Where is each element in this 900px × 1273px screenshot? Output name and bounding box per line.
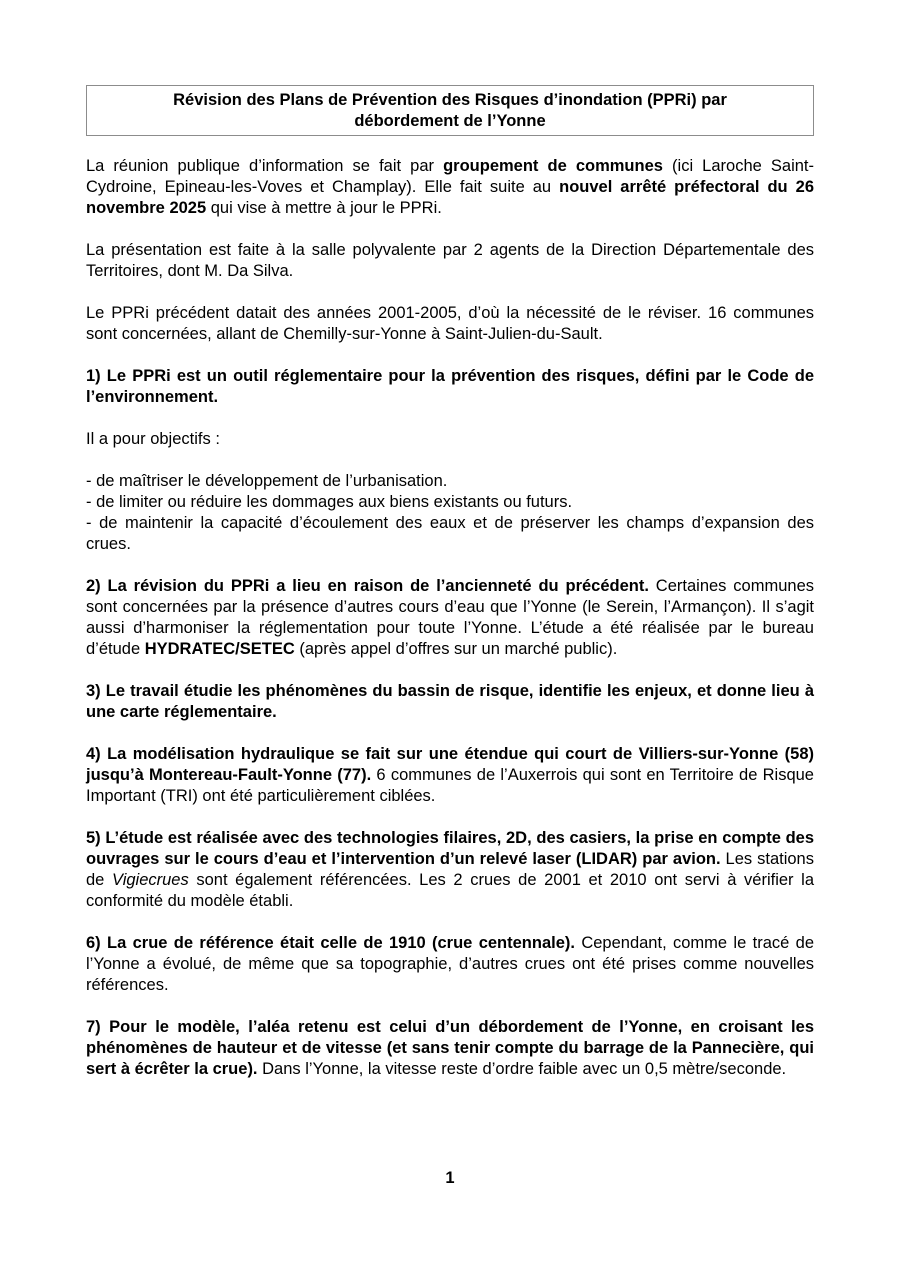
text-run: Dans l’Yonne, la vitesse reste d’ordre faible avec un 0,5 mètre/seconde. — [257, 1060, 787, 1078]
intro-paragraph-3: Le PPRi précédent datait des années 2001-2005, d’où la nécessité de le réviser. 16 communes sont concernées, allant de Chemilly-sur-Yonne à Saint-Julien-du-Sault. — [86, 304, 814, 343]
bold-run: 4) La modélisation hydraulique se fait sur une étendue qui court de Villiers-sur-Yonne (58) jusqu’à Montereau-Fault-Yonne (77). — [86, 745, 814, 784]
bold-run: HYDRATEC/SETEC — [144, 640, 295, 658]
section-2-paragraph — [86, 576, 814, 660]
bold-run: 3) Le travail étudie les phénomènes du bassin de risque, identifie les enjeux, et donne lieu à une carte réglementaire. — [86, 682, 814, 721]
title-line-2: débordement de l’Yonne — [354, 112, 546, 130]
section-4-paragraph — [86, 744, 814, 807]
text-run: (ici Laroche Saint-Cydroine, Epineau-les-Voves et Champlay). Elle fait suite au — [86, 157, 814, 196]
title-line-1: Révision des Plans de Prévention des Risques d’inondation (PPRi) par — [173, 91, 727, 109]
text-run: Cependant, comme le tracé de l’Yonne a évolué, de même que sa topographie, d’autres crues ont été prises comme nouvelles références. — [86, 934, 814, 994]
intro-paragraph-2: La présentation est faite à la salle polyvalente par 2 agents de la Direction Départementale des Territoires, dont M. Da Silva. — [86, 241, 814, 280]
bold-run: 1) Le PPRi est un outil réglementaire pour la prévention des risques, défini par le Code de l’environnement. — [86, 367, 814, 406]
bold-run: 2) La révision du PPRi a lieu en raison de l’ancienneté du précédent. — [86, 577, 649, 595]
text-run: 6 communes de l’Auxerrois qui sont en Territoire de Risque Important (TRI) ont été particulièrement ciblées. — [86, 766, 814, 805]
section-5-paragraph — [86, 828, 814, 912]
list-item: - de maintenir la capacité d’écoulement des eaux et de préserver les champs d’expansion des crues. — [86, 514, 814, 553]
page-number: 1 — [445, 1169, 455, 1187]
text-run: (après appel d’offres sur un marché public). — [294, 640, 618, 658]
text-run: Certaines communes sont concernées par la présence d’autres cours d’eau que l’Yonne (le Serein, l’Armançon). Il s’agit aussi d’harmoniser la réglementation pour toute l’Yonne. L’étude a été réalisée par le bureau d’étude — [86, 577, 814, 658]
text-run: La réunion publique d’information se fait par — [86, 157, 444, 175]
bold-run: groupement de communes — [443, 157, 663, 175]
list-item: - de maîtriser le développement de l’urbanisation. — [86, 472, 448, 490]
italic-run: Vigiecrues — [111, 871, 189, 889]
list-item: - de limiter ou réduire les dommages aux biens existants ou futurs. — [86, 493, 573, 511]
bold-run: nouvel arrêté préfectoral du 26 novembre 2025 — [86, 178, 814, 217]
section-1-heading — [86, 366, 814, 408]
objectives-intro: Il a pour objectifs : — [86, 430, 220, 448]
document-title — [86, 85, 814, 136]
bold-run: 5) L’étude est réalisée avec des technologies filaires, 2D, des casiers, la prise en compte des ouvrages sur le cours d’eau et l’intervention d’un relevé laser (LIDAR) par avion. — [86, 829, 814, 868]
text-run: sont également référencées. Les 2 crues de 2001 et 2010 ont servi à vérifier la conformité du modèle établi. — [86, 871, 814, 910]
objectives-list — [86, 471, 814, 555]
text-run: qui vise à mettre à jour le PPRi. — [206, 199, 442, 217]
section-7-paragraph — [86, 1017, 814, 1080]
intro-paragraph-1 — [86, 156, 814, 219]
bold-run: 6) La crue de référence était celle de 1910 (crue centennale). — [86, 934, 575, 952]
section-3-paragraph — [86, 681, 814, 723]
section-6-paragraph — [86, 933, 814, 996]
bold-run: 7) Pour le modèle, l’aléa retenu est celui d’un débordement de l’Yonne, en croisant les phénomènes de hauteur et de vitesse (et sans tenir compte du barrage de la Pannecière, qui sert à écrêter la crue). — [86, 1018, 814, 1078]
document-page — [86, 85, 814, 1101]
text-run: Les stations de — [86, 850, 814, 889]
